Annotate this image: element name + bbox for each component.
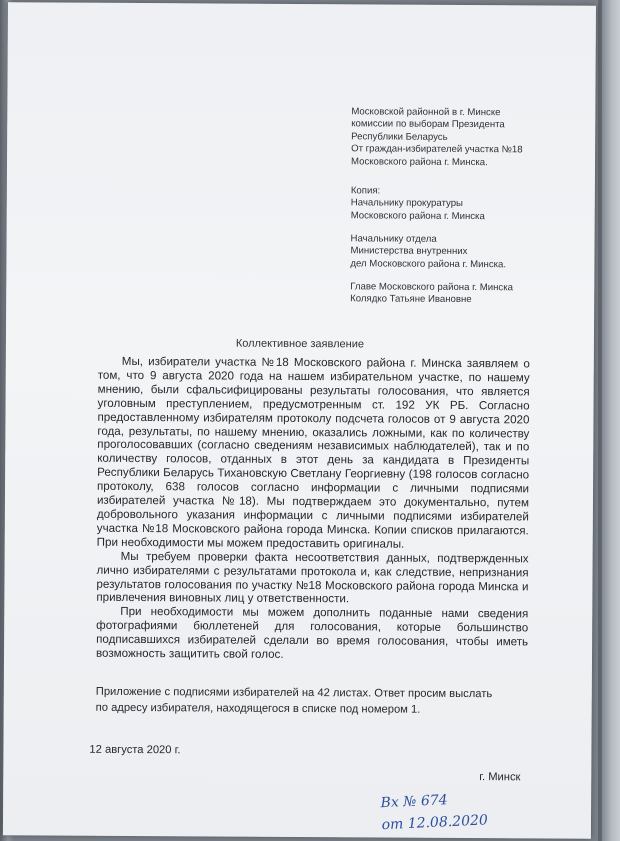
police-line: Начальнику отдела bbox=[350, 233, 437, 245]
head-block bbox=[350, 281, 513, 307]
attachment-line-1: Приложение с подписями избирателей на 42 листах. Ответ просим выслать bbox=[95, 685, 493, 701]
addressee-line: Московской районной в г. Минске bbox=[351, 106, 501, 119]
attachment-line-2: по адресу избирателя, находящегося в списке под номером 1. bbox=[95, 701, 421, 716]
head-line: Колядко Татьяне Ивановне bbox=[350, 293, 472, 306]
document-date: 12 августа 2020 г. bbox=[89, 743, 181, 757]
registration-number: Вх № 674 bbox=[380, 792, 448, 812]
document-body bbox=[96, 355, 530, 664]
addressee-line: Республики Беларусь bbox=[351, 131, 448, 143]
document-city: г. Минск bbox=[479, 771, 521, 784]
copies-line: Начальнику прокуратуры bbox=[350, 197, 463, 210]
addressee-line: От граждан-избирателей участка №18 bbox=[351, 143, 523, 156]
handwritten-registration bbox=[380, 787, 488, 836]
copies-label: Копия: bbox=[350, 185, 381, 197]
document-title: Коллективное заявление bbox=[235, 337, 365, 351]
police-block bbox=[350, 233, 506, 271]
copies-line: Московского района г. Минска bbox=[350, 210, 485, 222]
copies-block bbox=[351, 185, 485, 223]
window-frame bbox=[598, 0, 602, 841]
attachment-note bbox=[96, 684, 493, 718]
registration-date: от 12.08.2020 bbox=[381, 812, 489, 834]
addressee-block bbox=[351, 106, 523, 169]
body-paragraph-2: Мы требуем проверки факта несоответствия данных, подтвержденных лично избирателями с результатами протокола и, как следствие, непризнания результатов голосования по участку №18 Московского района города Минска и привлечения виновных лиц у ответственности. bbox=[96, 549, 529, 606]
police-line: Министерства внутренних bbox=[350, 245, 468, 258]
addressee-line: Московского района г. Минска. bbox=[351, 155, 488, 168]
police-line: дел Московского района г. Минска. bbox=[350, 258, 507, 271]
document-page bbox=[3, 2, 596, 839]
addressee-line: комиссии по выборам Президента bbox=[351, 118, 505, 131]
body-paragraph-3: При необходимости мы можем дополнить поданные нами сведения фотографиями бюллетеней для голосования, которые большинство подписавшихся избирателей сделали во время голосования, чтобы иметь возможность защитить свой голос. bbox=[95, 605, 529, 661]
head-line: Главе Московского района г. Минска bbox=[350, 281, 513, 294]
body-paragraph-1: Мы, избиратели участка №18 Московского района г. Минска заявляем о том, что 9 августа 2020 года на нашем избирательном участке, по нашему мнению, были сфальсифицированы результаты голосования, что является уголовным преступлением, предусмотренным ст. 192 УК РБ. Согласно предоставленному избирателям протоколу подсчета голосов от 9 августа 2020 года, результаты, по нашему мнению, оказались ложными, как по количеству проголосовавших (согласно сведениям независимых наблюдателей), так и по количеству голосов, отданных в этот день за кандидата в Президенты Республики Беларусь Тихановскую Светлану Георгиевну (198 голосов согласно протоколу, 638 голосов согласно информации с личными подписями избирателей участка №18). Мы подтверждаем это документально, путем добровольного указания информации с личными подписями избирателей участка №18 Московского района города Минска. Копии списков прилагаются. При необходимости мы можем предоставить оригиналы. bbox=[96, 354, 530, 551]
